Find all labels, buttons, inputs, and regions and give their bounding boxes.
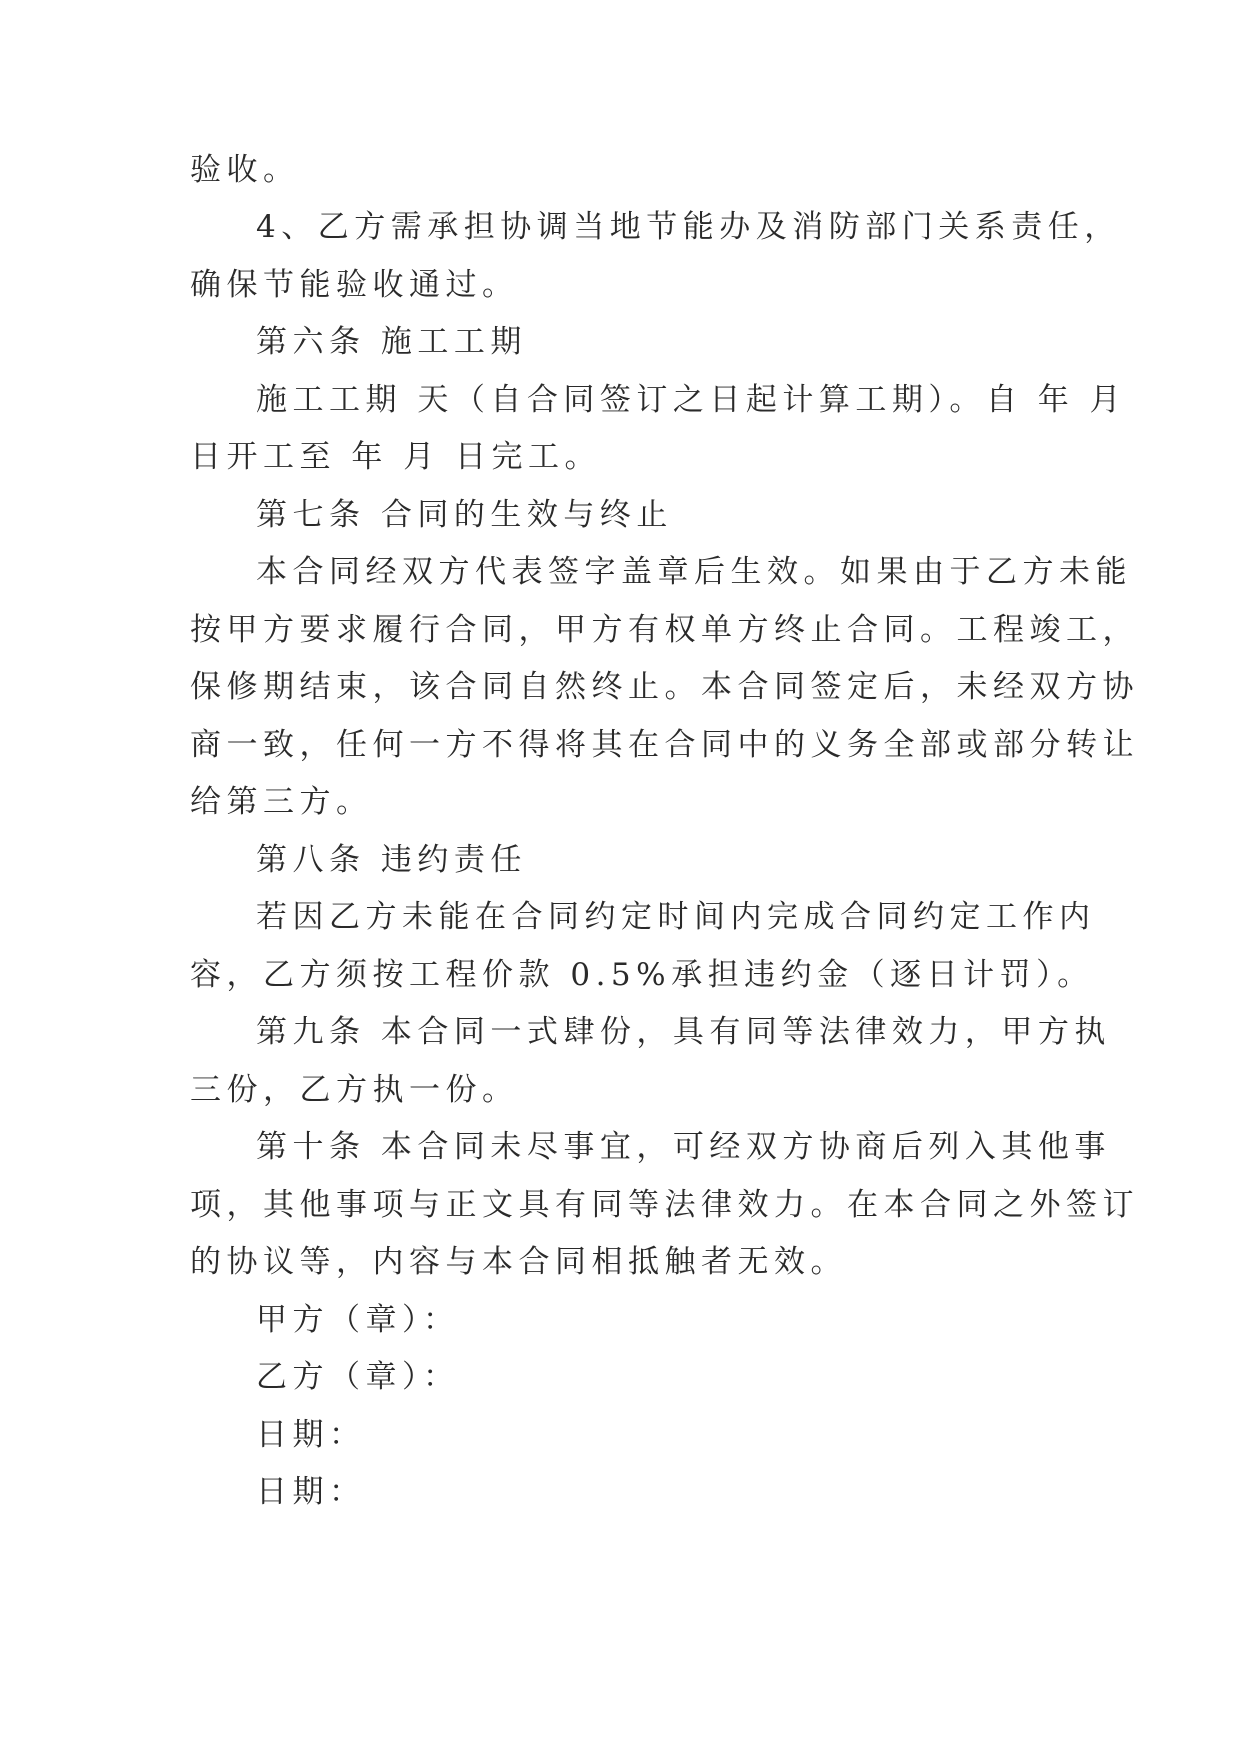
text-line: 日开工至 年 月 日完工。 [190,439,602,475]
text-line: 确保节能验收通过。 [190,267,519,303]
section-heading: 第七条 合同的生效与终止 [256,497,673,533]
section-heading: 第九条 本合同一式肆份，具有同等法律效力，甲方执 [256,1014,1111,1050]
text-line: 项，其他事项与正文具有同等法律效力。在本合同之外签订 [190,1187,1139,1223]
section-heading: 第十条 本合同未尽事宜，可经双方协商后列入其他事 [256,1129,1111,1165]
text-line: 验收。 [190,152,300,188]
text-line: 三份，乙方执一份。 [190,1072,519,1108]
text-line: 按甲方要求履行合同，甲方有权单方终止合同。工程竣工， [190,612,1139,648]
text-line: 给第三方。 [190,784,373,820]
text-line: 本合同经双方代表签字盖章后生效。如果由于乙方未能 [256,554,1132,590]
text-line: 商一致，任何一方不得将其在合同中的义务全部或部分转让 [190,727,1139,763]
text-line: 4、乙方需承担协调当地节能办及消防部门关系责任， [256,209,1121,245]
section-heading: 第六条 施工工期 [256,324,527,360]
date-party-a: 日期： [256,1417,366,1453]
signature-party-a: 甲方（章）： [256,1302,460,1338]
date-party-b: 日期： [256,1474,366,1510]
text-line: 容，乙方须按工程价款 0.5%承担违约金（逐日计罚）。 [190,957,1094,993]
text-line: 施工工期 天（自合同签订之日起计算工期）。自 年 月 [256,382,1127,418]
text-line: 保修期结束，该合同自然终止。本合同签定后，未经双方协 [190,669,1139,705]
text-line: 的协议等，内容与本合同相抵触者无效。 [190,1244,847,1280]
signature-party-b: 乙方（章）： [256,1359,460,1395]
text-line: 若因乙方未能在合同约定时间内完成合同约定工作内 [256,899,1096,935]
section-heading: 第八条 违约责任 [256,842,527,878]
